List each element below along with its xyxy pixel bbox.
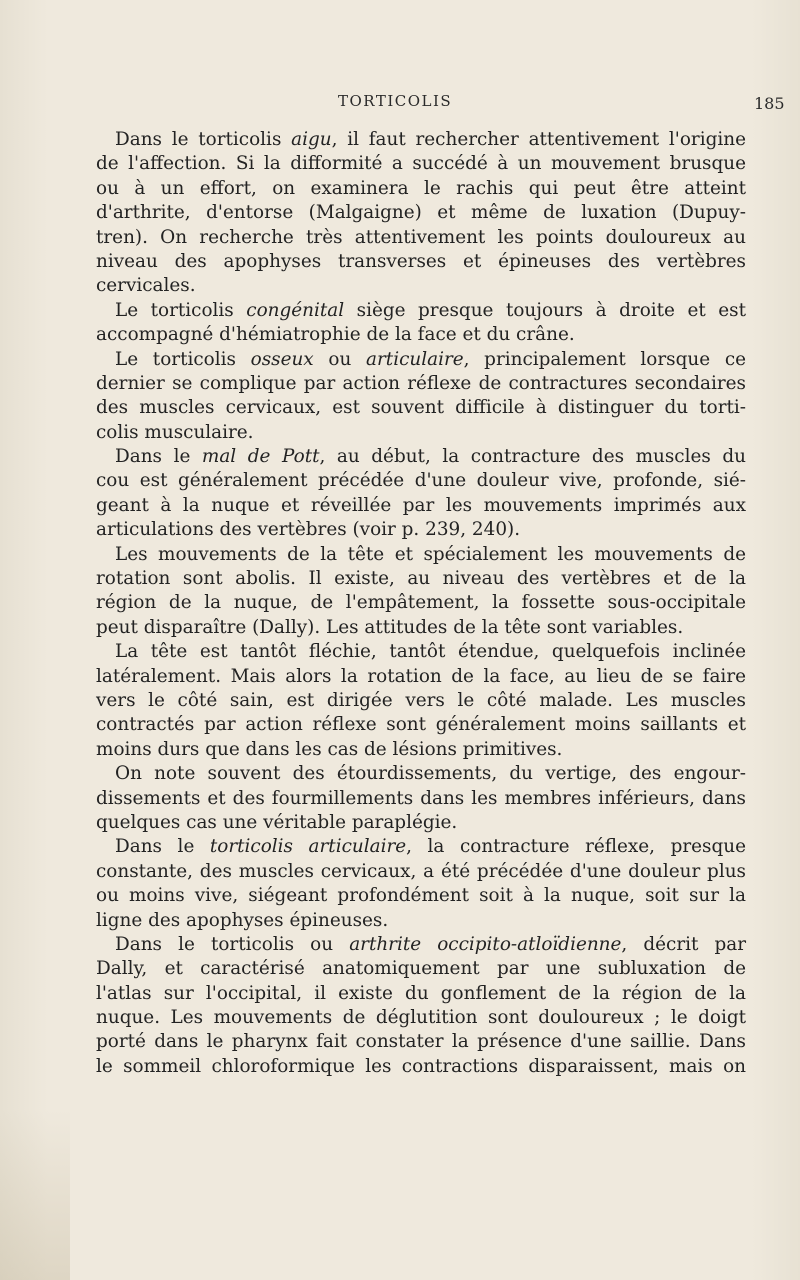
text-line [96,909,746,933]
text-segment: rotation sont abolis. Il existe, au niveau des vertèbres et de la [96,568,746,590]
text-segment: ou à un effort, on examinera le rachis qui peut être atteint [96,177,746,199]
text-line [96,591,746,615]
text-segment: niveau des apophyses transverses et épineuses des vertèbres [96,250,746,272]
italic-term: aigu [291,129,332,150]
text-segment: des muscles cervicaux, est souvent difficile à distinguer du torti- [96,397,746,419]
text-segment: ligne des apophyses épineuses. [96,909,389,931]
text-line [96,957,746,981]
text-segment: nuque. Les mouvements de déglutition sont douloureux ; le doigt [96,1007,746,1029]
text-segment: ou moins vive, siégeant profondément soit à la nuque, soit sur la [96,885,746,907]
text-line [96,1006,746,1030]
text-line [96,128,746,152]
text-segment: quelques cas une véritable paraplégie. [96,811,458,833]
text-line [96,860,746,884]
text-segment: dissements et des fourmillements dans les membres inférieurs, dans [96,787,746,809]
text-line [96,835,746,859]
text-line [96,250,746,274]
italic-term: congénital [246,299,345,321]
text-segment: d'arthrite, d'entorse (Malgaigne) et même de luxation (Dupuy- [96,202,746,224]
text-line [96,348,746,372]
text-segment: cou est généralement précédée d'une douleur vive, profonde, sié- [96,470,746,492]
text-segment: Dans le torticolis [115,129,292,150]
text-segment: de l'affection. Si la difformité a succédé à un mouvement brusque [96,153,746,175]
italic-term: articulaire [366,348,464,370]
text-segment: Les mouvements de la tête et spécialement les mouvements de [115,543,746,565]
text-segment: , au début, la contracture des muscles du [319,446,747,468]
text-line [96,933,746,957]
text-segment: porté dans le pharynx fait constater la présence d'une saillie. Dans [96,1031,746,1053]
text-segment: , principalement lorsque ce [463,348,747,370]
running-head [0,92,800,116]
text-line [96,445,746,469]
text-segment: contractés par action réflexe sont généralement moins saillants et [96,714,746,736]
italic-term: torticolis articulaire [209,836,407,858]
text-line [96,152,746,176]
text-segment: région de la nuque, de l'empâtement, la fossette sous-occipitale [96,592,746,614]
text-segment: accompagné d'hémiatrophie de la face et du crâne. [96,324,575,346]
text-segment: constante, des muscles cervicaux, a été précédée d'une douleur plus [96,860,746,882]
text-line [96,567,746,591]
text-line [96,543,746,567]
text-line [96,518,746,542]
italic-term: arthrite occipito-atloïdienne [349,933,622,955]
text-line [96,372,746,396]
text-segment: , il faut rechercher attentivement l'origine [331,129,746,150]
text-segment: cervicales. [96,275,196,297]
text-line [96,762,746,786]
text-line [96,616,746,640]
body-text [96,128,746,1079]
text-segment: On note souvent des étourdissements, du vertige, des engour- [115,763,746,785]
text-line [96,738,746,762]
italic-term: mal de Pott [201,446,320,468]
text-segment: latéralement. Mais alors la rotation de la face, au lieu de se faire [96,665,746,687]
italic-term: osseux [250,348,314,370]
text-line [96,396,746,420]
text-segment: vers le côté sain, est dirigée vers le côté malade. Les muscles [96,689,746,711]
text-segment: l'atlas sur l'occipital, il existe du gonflement de la région de la [96,982,746,1004]
text-line [96,323,746,347]
text-line [96,1055,746,1079]
text-line [96,787,746,811]
text-segment: Le torticolis [115,348,251,370]
text-segment: geant à la nuque et réveillée par les mouvements imprimés aux [96,494,746,516]
text-line [96,274,746,298]
text-line [96,469,746,493]
text-segment: Dans le [115,836,210,858]
text-line [96,177,746,201]
text-segment: Dans le torticolis ou [115,933,350,955]
text-segment: siège presque toujours à droite et est [344,299,746,321]
text-line [96,201,746,225]
text-line [96,884,746,908]
text-segment: , la contracture réflexe, presque [406,836,746,858]
text-segment: moins durs que dans les cas de lésions primitives. [96,738,563,760]
text-segment: Dans le [115,446,202,468]
text-segment: colis musculaire. [96,421,254,443]
text-line [96,421,746,445]
text-line [96,226,746,250]
text-line [96,689,746,713]
text-line [96,494,746,518]
text-segment: Dally, et caractérisé anatomiquement par une subluxation de [96,958,746,980]
text-line [96,299,746,323]
text-line [96,982,746,1006]
text-segment: peut disparaître (Dally). Les attitudes de la tête sont variables. [96,616,684,638]
text-segment: , décrit par [621,933,747,955]
text-segment: ou [313,348,367,370]
text-segment: dernier se complique par action réflexe de contractures secondaires [96,372,746,394]
text-line [96,640,746,664]
page-number: 185 [754,94,785,113]
text-line [96,811,746,835]
text-segment: La tête est tantôt fléchie, tantôt étendue, quelquefois inclinée [115,641,746,663]
text-segment: Le torticolis [115,299,247,321]
text-line [96,665,746,689]
text-line [96,713,746,737]
text-segment: le sommeil chloroformique les contractions disparaissent, mais on [96,1055,746,1077]
text-line [96,1030,746,1054]
paper-stain [0,1110,70,1280]
running-title: TORTICOLIS [338,92,453,110]
text-segment: tren). On recherche très attentivement les points douloureux au [96,226,746,248]
text-segment: articulations des vertèbres (voir p. 239, 240). [96,519,521,541]
